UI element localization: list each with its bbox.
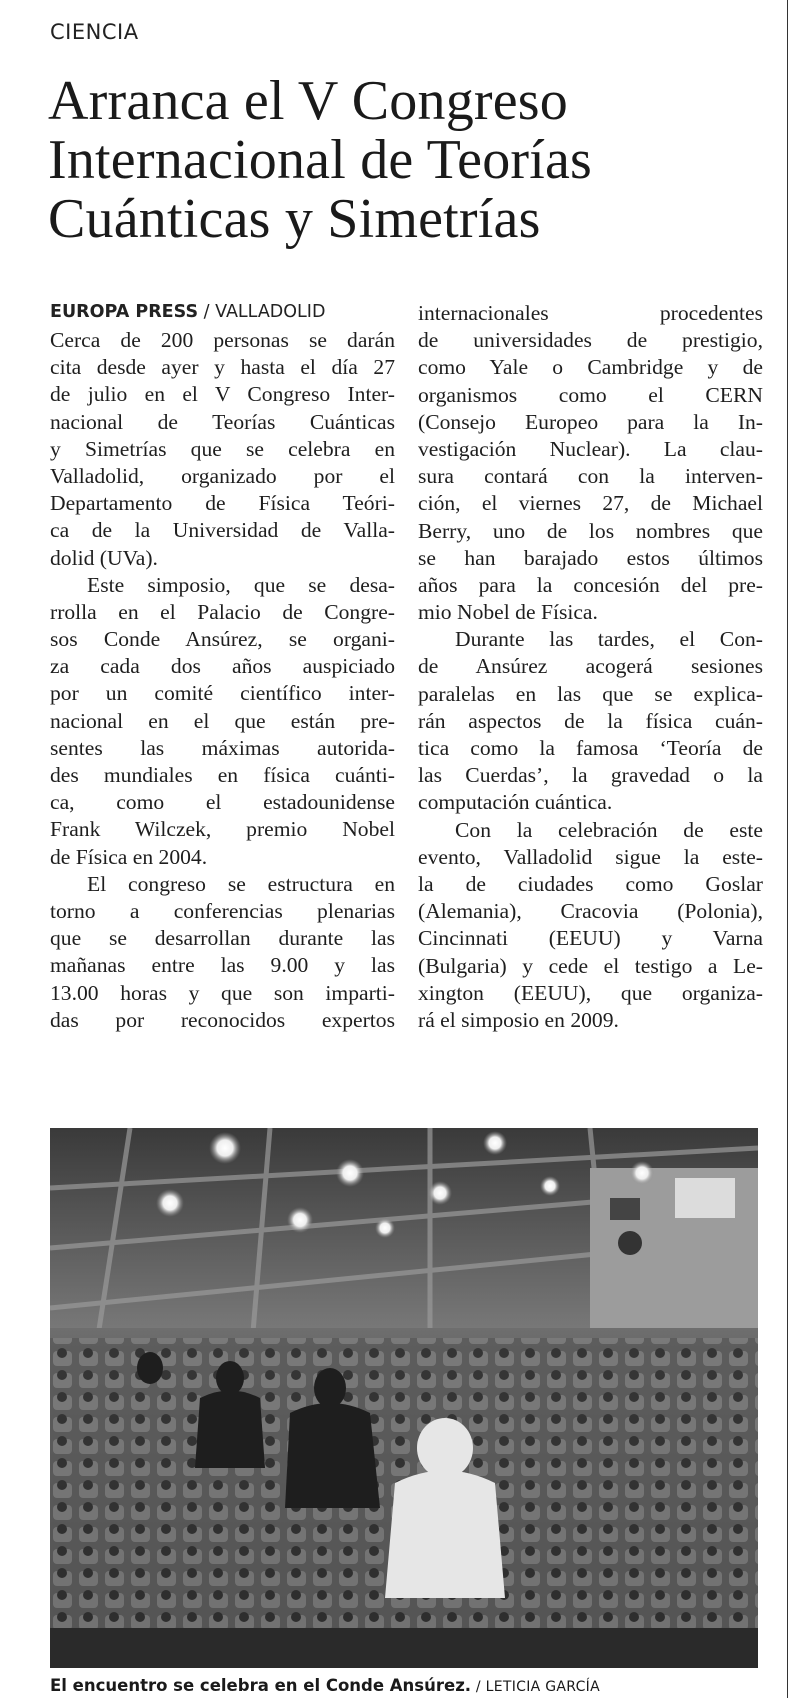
article-line: ca de la Universidad de Valla-	[50, 518, 395, 543]
article-line: por un comité científico inter-	[50, 681, 395, 706]
article-line: mio Nobel de Física.	[418, 600, 598, 625]
article-line: sura contará con la interven-	[418, 464, 763, 489]
byline-agency: EUROPA PRESS	[50, 302, 199, 322]
article-line: sos Conde Ansúrez, se organi-	[50, 627, 395, 652]
headline-line: Cuánticas y Simetrías	[48, 188, 541, 250]
article-body-left	[50, 327, 395, 1034]
headline	[48, 72, 768, 249]
article-photo	[50, 1128, 758, 1668]
article-line: mañanas entre las 9.00 y las	[50, 953, 395, 978]
article-line: das por reconocidos expertos	[50, 1007, 395, 1032]
article-line: Con la celebración de este	[455, 817, 763, 842]
article-line: de Física en 2004.	[50, 844, 208, 869]
article-line: (Alemania), Cracovia (Polonia),	[418, 899, 763, 924]
article-line: se han barajado estos últimos	[418, 545, 763, 570]
article-line: 13.00 horas y que son imparti-	[50, 980, 395, 1005]
photo-caption	[50, 1676, 600, 1695]
article-line: Cerca de 200 personas se darán	[50, 328, 395, 352]
article-line: evento, Valladolid sigue la este-	[418, 844, 763, 869]
article-line: vestigación Nuclear). La clau-	[418, 436, 763, 461]
article-line: Durante las tardes, el Con-	[455, 627, 763, 652]
article-line: (Bulgaria) y cede el testigo a Le-	[418, 953, 763, 978]
article-line: rá el simposio en 2009.	[418, 1007, 619, 1032]
article-line: que se desarrollan durante las	[50, 926, 395, 951]
article-line: des mundiales en física cuánti-	[50, 763, 395, 787]
article-line: Departamento de Física Teóri-	[50, 491, 395, 516]
article-line: cita desde ayer y hasta el día 27	[50, 355, 395, 380]
article-line: Valladolid, organizado por el	[50, 463, 395, 488]
article-line: xington (EEUU), que organiza-	[418, 980, 763, 1005]
section-label: CIENCIA	[50, 20, 139, 44]
article-line: de Ansúrez acogerá sesiones	[418, 654, 763, 679]
article-line: El congreso se estructura en	[87, 871, 395, 896]
byline-place: VALLADOLID	[215, 302, 326, 322]
article-line: ción, el viernes 27, de Michael	[418, 491, 763, 516]
byline-separator: /	[198, 302, 216, 322]
article-line: nacional en el que están pre-	[50, 708, 395, 733]
article-column-right	[418, 300, 763, 1034]
article-line: internacionales procedentes	[418, 301, 763, 325]
article-line: sentes las máximas autorida-	[50, 735, 395, 760]
article-line: ca, como el estadounidense	[50, 790, 395, 815]
article-line: y Simetrías que se celebra en	[50, 436, 395, 461]
article-line: organismos como el CERN	[418, 382, 763, 407]
article-line: dolid (UVa).	[50, 545, 158, 570]
article-line: como Yale o Cambridge y de	[418, 355, 763, 380]
article-line: paralelas en las que se explica-	[418, 681, 763, 706]
page-edge-rule	[787, 0, 788, 1698]
article-line: nacional de Teorías Cuánticas	[50, 409, 395, 434]
article-line: años para la concesión del pre-	[418, 572, 763, 597]
headline-line: Arranca el V Congreso	[48, 70, 568, 132]
article-line: Berry, uno de los nombres que	[418, 518, 763, 543]
article-line: za cada dos años auspiciado	[50, 654, 395, 679]
caption-credit: / LETICIA GARCÍA	[471, 1679, 600, 1695]
caption-text: El encuentro se celebra en el Conde Ansúrez.	[50, 1676, 472, 1695]
article-line: tica como la famosa ‘Teoría de	[418, 736, 763, 760]
auditorium-photo-illustration	[50, 1128, 758, 1668]
article-line: Frank Wilczek, premio Nobel	[50, 817, 395, 842]
article-line: la de ciudades como Goslar	[418, 871, 763, 896]
article-column-left	[50, 300, 395, 1034]
headline-line: Internacional de Teorías	[48, 129, 593, 191]
article-line: (Consejo Europeo para la In-	[418, 409, 763, 434]
article-line: torno a conferencias plenarias	[50, 898, 395, 923]
article-line: de universidades de prestigio,	[418, 328, 763, 353]
article-line: Este simposio, que se desa-	[87, 572, 395, 597]
article-line: rrolla en el Palacio de Congre-	[50, 599, 395, 624]
article-line: computación cuántica.	[418, 790, 613, 815]
article-line: las Cuerdas’, la gravedad o la	[418, 763, 763, 788]
byline	[50, 300, 395, 327]
article-body-right	[418, 300, 763, 1034]
article-line: de julio en el V Congreso Inter-	[50, 382, 395, 407]
article-line: Cincinnati (EEUU) y Varna	[418, 926, 763, 951]
article-line: rán aspectos de la física cuán-	[418, 708, 763, 733]
